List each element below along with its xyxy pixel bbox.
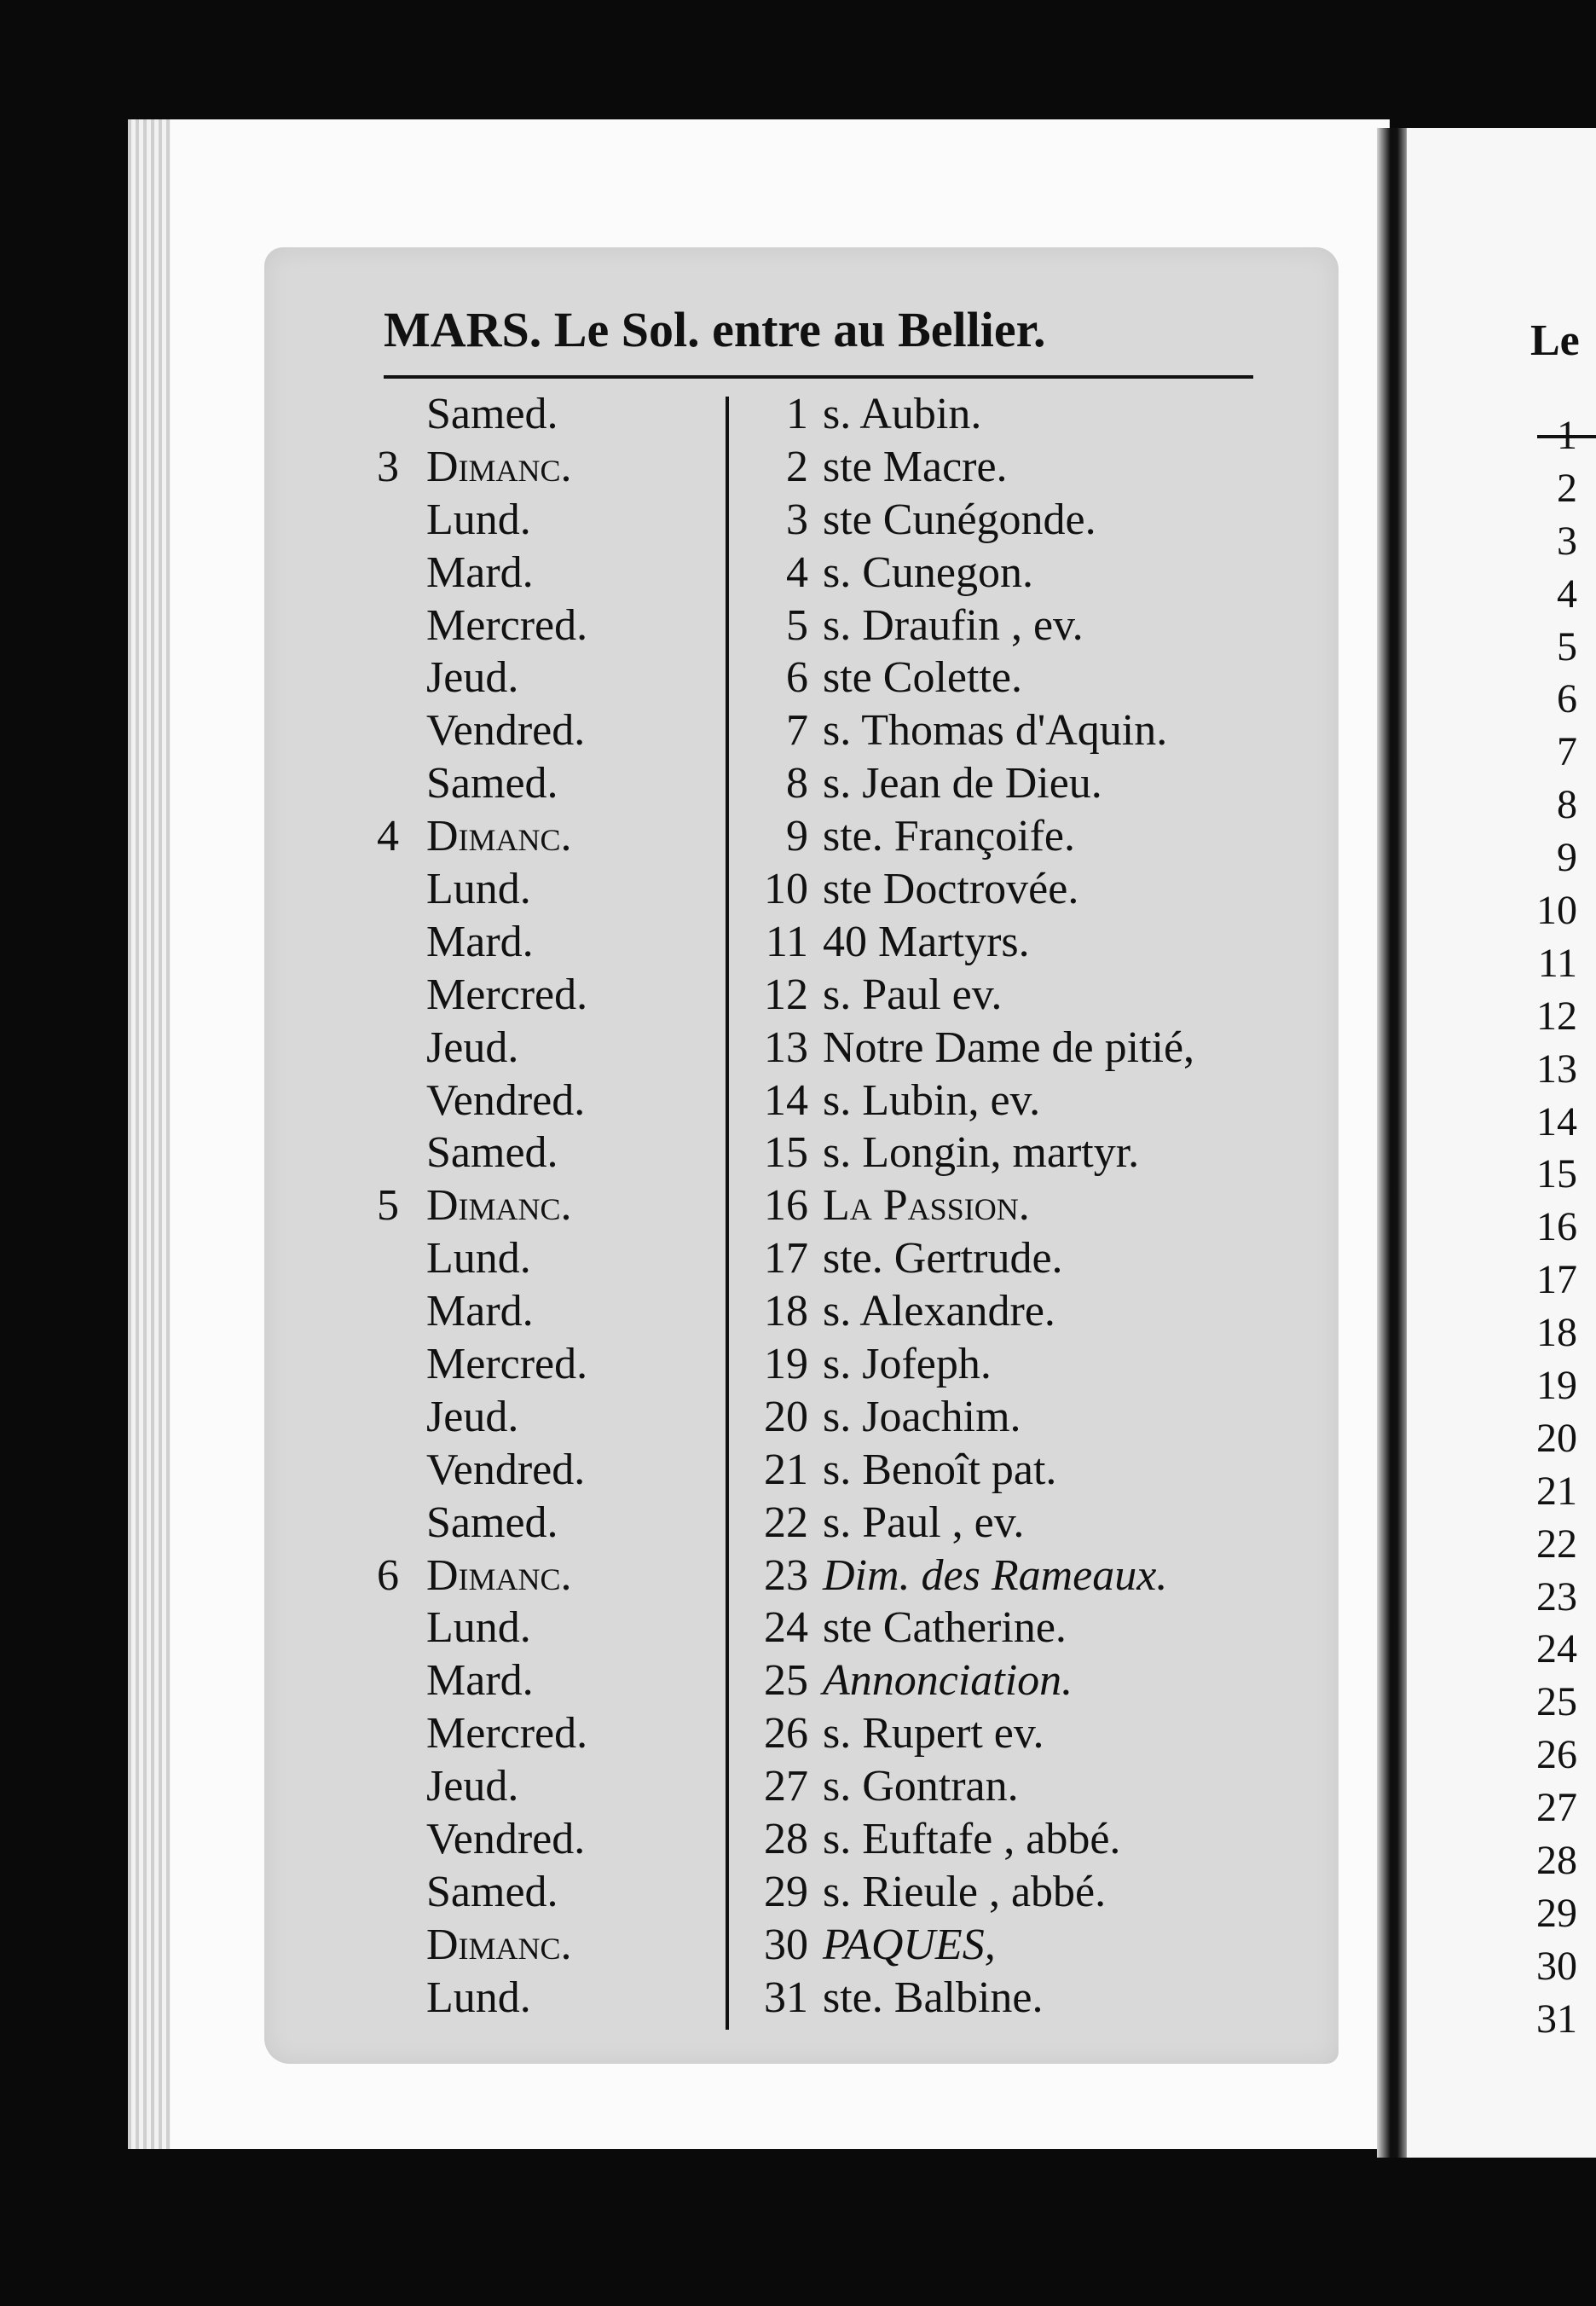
weekday: Dimanc.	[426, 812, 572, 861]
date-number: 6	[786, 653, 808, 703]
date-number: 20	[764, 1392, 808, 1441]
table-row	[0, 1497, 1407, 1550]
table-row	[0, 1813, 1407, 1866]
weekday: Samed.	[426, 1128, 558, 1178]
date-number: 13	[764, 1023, 808, 1072]
table-row	[0, 704, 1407, 757]
date-number: 22	[764, 1498, 808, 1547]
saint-name: s. Longin, martyr.	[823, 1128, 1140, 1178]
saint-name: ste. Gertrude.	[823, 1234, 1063, 1283]
date-number: 25	[764, 1656, 808, 1706]
date-number: 27	[764, 1762, 808, 1811]
date-number: 30	[764, 1920, 808, 1969]
saint-name: ste Macre.	[823, 442, 1008, 491]
weekday: Mard.	[426, 1287, 534, 1336]
saint-name: s. Joachim.	[823, 1392, 1021, 1441]
weekday: Lund.	[426, 1234, 531, 1283]
weekday: Vendred.	[426, 1075, 586, 1125]
saint-name: s. Paul , ev.	[823, 1498, 1025, 1547]
date-number: 19	[764, 1340, 808, 1389]
date-number: 12	[764, 970, 808, 1019]
weekday: Mard.	[426, 917, 534, 966]
right-page-date-number: 10	[1536, 888, 1577, 934]
table-row	[0, 1022, 1407, 1075]
table-row	[0, 863, 1407, 916]
date-number: 16	[764, 1181, 808, 1231]
right-page-date-number: 15	[1536, 1151, 1577, 1197]
date-number: 2	[786, 442, 808, 491]
right-page-date-number: 2	[1557, 465, 1577, 511]
table-row	[0, 494, 1407, 547]
table-row	[0, 1127, 1407, 1179]
right-page-date-number: 9	[1557, 835, 1577, 881]
weekday: Lund.	[426, 1603, 531, 1653]
saint-name: s. Euftafe , abbé.	[823, 1815, 1121, 1864]
table-row	[0, 1707, 1407, 1760]
date-number: 17	[764, 1234, 808, 1283]
weekday: Samed.	[426, 390, 558, 438]
saint-name: Annonciation.	[823, 1656, 1073, 1706]
weekday: Dimanc.	[426, 1550, 572, 1600]
weekday: Dimanc.	[426, 1920, 572, 1969]
right-page-date-number: 7	[1557, 729, 1577, 775]
weekday: Jeud.	[426, 1762, 519, 1811]
right-page-date-number: 25	[1536, 1679, 1577, 1725]
weekday: Mercred.	[426, 1709, 588, 1758]
right-page-numbers	[1509, 409, 1594, 2046]
date-number: 1	[786, 390, 808, 438]
weekday: Vendred.	[426, 706, 586, 756]
right-page-date-number: 13	[1536, 1046, 1577, 1092]
weekday: Samed.	[426, 1498, 558, 1547]
right-page-date-number: 14	[1536, 1098, 1577, 1144]
right-page-date-number: 30	[1536, 1943, 1577, 1989]
date-number: 10	[764, 865, 808, 914]
saint-name: s. Cunegon.	[823, 548, 1033, 597]
saint-name: ste Colette.	[823, 653, 1022, 703]
saint-name: Dim. des Rameaux.	[823, 1550, 1168, 1600]
weekday: Vendred.	[426, 1815, 586, 1864]
right-page-date-number: 18	[1536, 1310, 1577, 1356]
right-page-date-number: 19	[1536, 1363, 1577, 1409]
table-row	[0, 1285, 1407, 1338]
table-row	[0, 1232, 1407, 1285]
right-page-date-number: 8	[1557, 782, 1577, 828]
weekday: Dimanc.	[426, 442, 572, 491]
saint-name: s. Draufin , ev.	[823, 600, 1084, 650]
weekday: Vendred.	[426, 1445, 586, 1494]
saint-name: ste. Françoife.	[823, 812, 1076, 861]
right-page-date-number: 17	[1536, 1257, 1577, 1303]
right-page-date-number: 28	[1536, 1838, 1577, 1884]
right-page-date-number: 11	[1537, 940, 1577, 986]
weekday: Mercred.	[426, 600, 588, 650]
date-number: 23	[764, 1550, 808, 1600]
date-number: 21	[764, 1445, 808, 1494]
saint-name: ste Cunégonde.	[823, 495, 1096, 544]
weekday: Jeud.	[426, 653, 519, 703]
table-row	[0, 441, 1407, 494]
table-row	[0, 388, 1407, 441]
table-row	[0, 1550, 1407, 1602]
weekday: Samed.	[426, 1867, 558, 1916]
right-page-date-number: 4	[1557, 571, 1577, 617]
table-row	[0, 810, 1407, 863]
date-number: 29	[764, 1867, 808, 1916]
table-row	[0, 1179, 1407, 1232]
date-number: 4	[786, 548, 808, 597]
saint-name: Notre Dame de pitié,	[823, 1023, 1195, 1072]
table-row	[0, 1919, 1407, 1972]
saint-name: La Passion.	[823, 1181, 1030, 1231]
week-number: 5	[377, 1181, 399, 1231]
date-number: 8	[786, 759, 808, 808]
week-number: 6	[377, 1550, 399, 1600]
weekday: Jeud.	[426, 1023, 519, 1072]
date-number: 3	[786, 495, 808, 544]
right-page-date-number: 24	[1536, 1626, 1577, 1672]
table-row	[0, 652, 1407, 704]
table-row	[0, 1654, 1407, 1707]
weekday: Mercred.	[426, 1340, 588, 1389]
right-page-header: Le	[1530, 316, 1580, 365]
saint-name: PAQUES,	[823, 1920, 996, 1969]
week-number: 3	[377, 442, 399, 491]
table-row	[0, 1972, 1407, 2025]
table-row	[0, 757, 1407, 810]
saint-name: s. Lubin, ev.	[823, 1075, 1041, 1125]
right-page-date-number: 26	[1536, 1732, 1577, 1778]
right-page-date-number: 21	[1536, 1468, 1577, 1514]
right-page-date-number: 12	[1536, 993, 1577, 1039]
date-number: 26	[764, 1709, 808, 1758]
date-number: 5	[786, 600, 808, 650]
weekday: Mard.	[426, 1656, 534, 1706]
weekday: Lund.	[426, 495, 531, 544]
right-page-date-number: 1	[1557, 413, 1577, 458]
date-number: 24	[764, 1603, 808, 1653]
weekday: Mard.	[426, 548, 534, 597]
saint-name: ste. Balbine.	[823, 1973, 1044, 2022]
right-page-date-number: 6	[1557, 676, 1577, 722]
table-row	[0, 1602, 1407, 1654]
saint-name: 40 Martyrs.	[823, 917, 1030, 966]
saint-name: s. Gontran.	[823, 1762, 1019, 1811]
saint-name: ste Doctrovée.	[823, 865, 1079, 914]
date-number: 28	[764, 1815, 808, 1864]
date-number: 7	[786, 706, 808, 756]
weekday: Lund.	[426, 1973, 531, 2022]
right-page-date-number: 31	[1536, 1996, 1577, 2042]
table-row	[0, 1391, 1407, 1444]
saint-name: s. Paul ev.	[823, 970, 1003, 1019]
header-rule	[384, 375, 1253, 379]
saint-name: s. Rupert ev.	[823, 1709, 1044, 1758]
date-number: 9	[786, 812, 808, 861]
saint-name: s. Aubin.	[823, 390, 982, 438]
saint-name: s. Rieule , abbé.	[823, 1867, 1107, 1916]
table-row	[0, 1075, 1407, 1127]
table-row	[0, 1444, 1407, 1497]
table-row	[0, 600, 1407, 652]
weekday: Samed.	[426, 759, 558, 808]
right-page-date-number: 16	[1536, 1204, 1577, 1250]
right-page-date-number: 27	[1536, 1785, 1577, 1831]
right-page-date-number: 22	[1536, 1521, 1577, 1567]
date-number: 31	[764, 1973, 808, 2022]
table-row	[0, 547, 1407, 600]
date-number: 14	[764, 1075, 808, 1125]
table-row	[0, 1760, 1407, 1813]
saint-name: ste Catherine.	[823, 1603, 1067, 1653]
weekday: Jeud.	[426, 1392, 519, 1441]
page-title: MARS. Le Sol. entre au Bellier.	[384, 302, 1046, 357]
weekday: Dimanc.	[426, 1181, 572, 1231]
date-number: 18	[764, 1287, 808, 1336]
date-number: 11	[765, 917, 808, 966]
table-row	[0, 969, 1407, 1022]
saint-name: s. Alexandre.	[823, 1287, 1055, 1336]
week-number: 4	[377, 812, 399, 861]
saint-name: s. Jofeph.	[823, 1340, 992, 1389]
calendar-table	[0, 388, 1407, 2025]
date-number: 15	[764, 1128, 808, 1178]
table-row	[0, 1866, 1407, 1919]
table-row	[0, 916, 1407, 969]
right-page-date-number: 5	[1557, 623, 1577, 669]
right-page-date-number: 29	[1536, 1890, 1577, 1936]
saint-name: s. Thomas d'Aquin.	[823, 706, 1168, 756]
weekday: Mercred.	[426, 970, 588, 1019]
right-page-date-number: 3	[1557, 518, 1577, 564]
right-page-date-number: 20	[1536, 1415, 1577, 1461]
saint-name: s. Jean de Dieu.	[823, 759, 1102, 808]
weekday: Lund.	[426, 865, 531, 914]
right-page-date-number: 23	[1536, 1573, 1577, 1619]
saint-name: s. Benoît pat.	[823, 1445, 1057, 1494]
table-row	[0, 1338, 1407, 1391]
